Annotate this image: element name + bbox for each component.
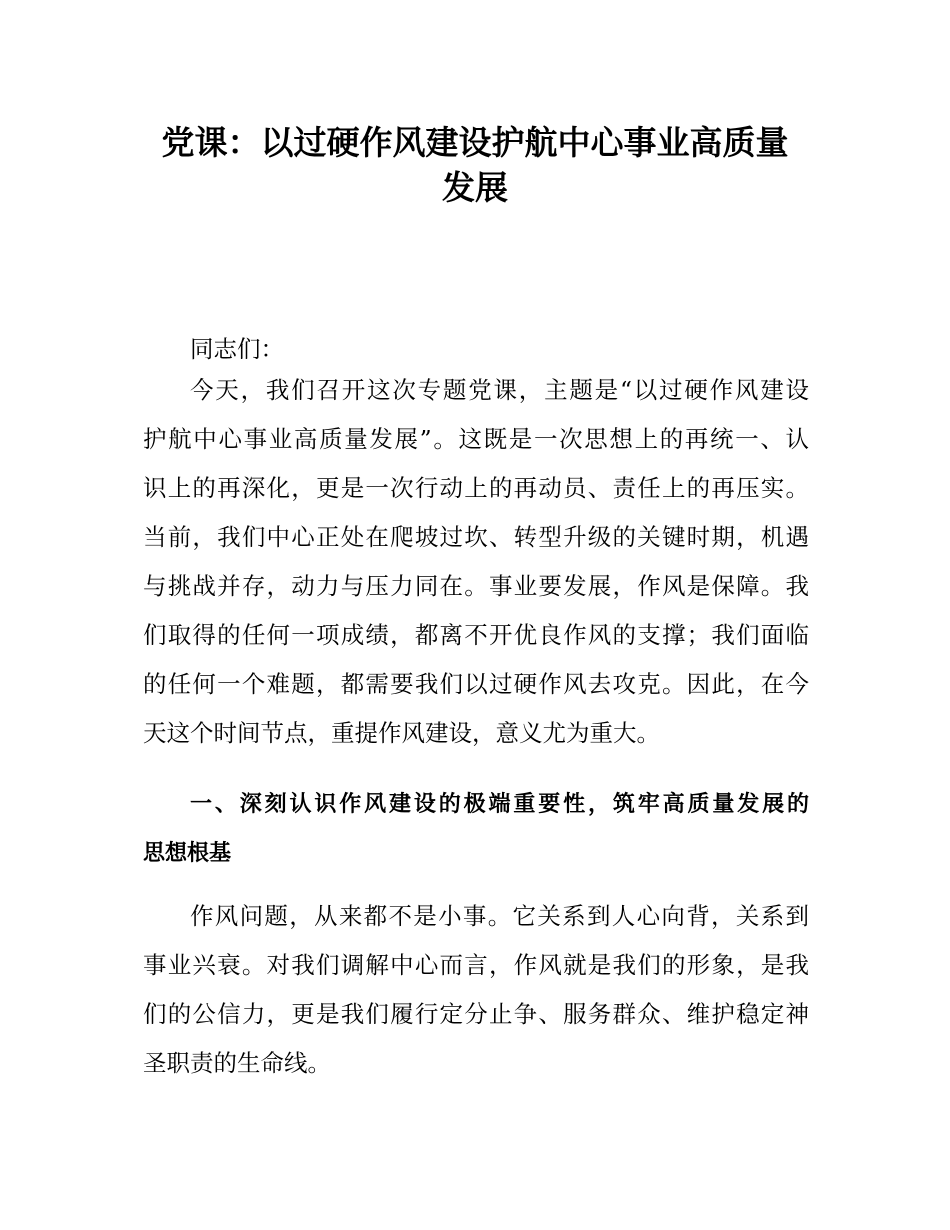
paragraph-line: 作风问题，从来都不是小事。它关系到人心向背，关系到: [190, 902, 809, 930]
paragraph-line: 的任何一个难题，都需要我们以过硬作风去攻克。因此，在今: [143, 670, 809, 698]
heading-line: 一、深刻认识作风建设的极端重要性，筑牢高质量发展的: [190, 792, 809, 817]
paragraph-2: [143, 892, 809, 1088]
paragraph-line: 圣职责的生命线。: [143, 1049, 331, 1077]
paragraph-line: 与挑战并存，动力与压力同在。事业要发展，作风是保障。我: [143, 572, 809, 600]
paragraph-line: 们取得的任何一项成绩，都离不开优良作风的支撑；我们面临: [143, 621, 809, 649]
paragraph-1: [143, 366, 809, 758]
heading-line: 思想根基: [143, 841, 232, 866]
title-line-2: 发展: [442, 168, 508, 207]
paragraph-line: 护航中心事业高质量发展”。这既是一次思想上的再统一、认: [143, 425, 809, 453]
section-heading-1: [143, 780, 809, 878]
paragraph-line: 当前，我们中心正处在爬坡过坎、转型升级的关键时期，机遇: [143, 523, 809, 551]
paragraph-line: 识上的再深化，更是一次行动上的再动员、责任上的再压实。: [143, 474, 809, 502]
paragraph-line: 事业兴衰。对我们调解中心而言，作风就是我们的形象，是我: [143, 951, 809, 979]
paragraph-line: 今天，我们召开这次专题党课，主题是“以过硬作风建设: [190, 376, 809, 404]
paragraph-line: 天这个时间节点，重提作风建设，意义尤为重大。: [143, 719, 660, 747]
paragraph-line: 们的公信力，更是我们履行定分止争、服务群众、维护稳定神: [143, 1000, 809, 1028]
title-line-1: 党课：以过硬作风建设护航中心事业高质量: [161, 123, 789, 162]
salutation-text: 同志们：: [190, 335, 284, 363]
